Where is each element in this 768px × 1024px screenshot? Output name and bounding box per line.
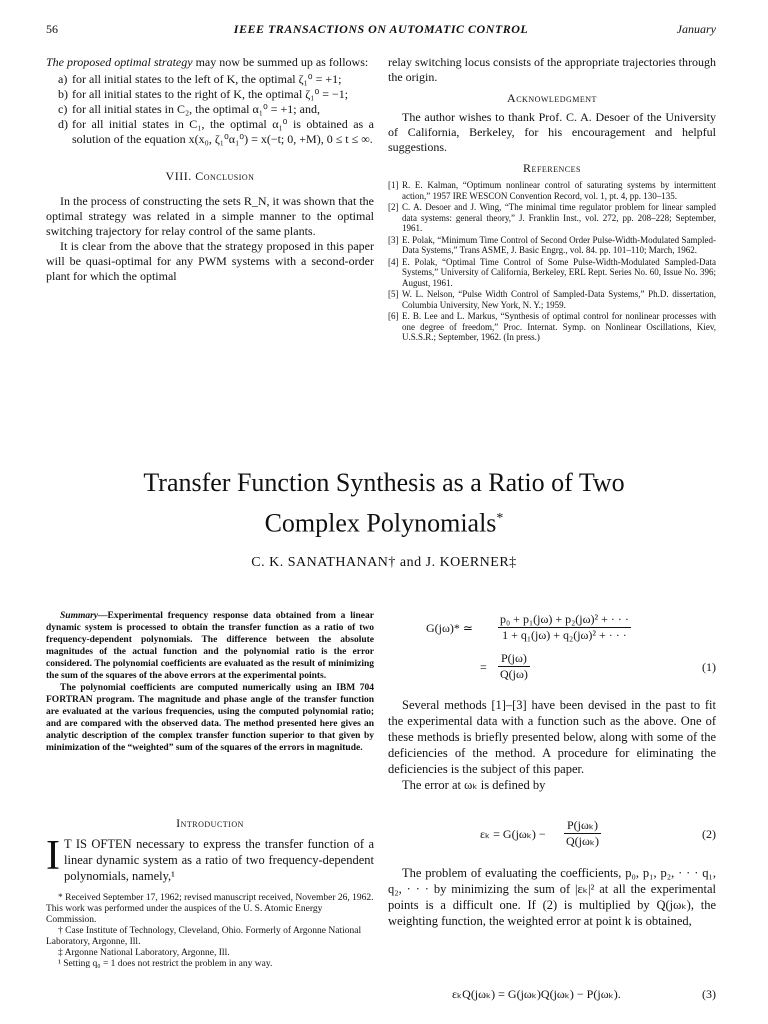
- introduction-heading: Introduction: [176, 816, 244, 830]
- body-paragraph: The error at ωₖ is defined by: [402, 778, 546, 792]
- author-line: C. K. SANATHANAN† and J. KOERNER‡: [251, 555, 517, 570]
- right-top-column: [388, 55, 716, 344]
- title-line-1: Transfer Function Synthesis as a Ratio of Two: [143, 468, 625, 497]
- reference-item: [6] E. B. Lee and L. Markus, “Synthesis of optimal control for nonlinear processes with one degree of freedom,” Proc. Internat. Symp. on Nonlinear Oscillations, Kiev, U.S.S.R.; September, 1962. (In press.): [388, 311, 716, 342]
- footnote: † Case Institute of Technology, Cleveland, Ohio. Formerly of Argonne National Laboratory, Argonne, Ill.: [46, 926, 362, 947]
- reference-item: [4] E. Polak, “Optimal Time Control of Some Pulse-Width-Modulated Sampled-Data Systems,” University of California, Berkeley, ERL Rept. Series No. 60, Issue No. 396; August, 1961.: [388, 256, 716, 288]
- acknowledgment-text: The author wishes to thank Prof. C. A. Desoer of the University of California, Berkeley, for his encouragement and helpful suggestions.: [388, 110, 716, 154]
- footnotes: [46, 893, 374, 970]
- equation-number: (1): [702, 660, 716, 674]
- list-item: a) for all initial states to the left of K, the optimal ζ₁⁰ = +1;: [58, 72, 342, 86]
- journal-name: IEEE TRANSACTIONS ON AUTOMATIC CONTROL: [233, 22, 529, 36]
- issue-month: January: [676, 22, 716, 36]
- strategy-intro: The proposed optimal strategy may now be summed up as follows:: [46, 55, 369, 69]
- references-heading: References: [523, 161, 581, 175]
- list-item: b) for all initial states to the right of K, the optimal ζ₁⁰ = −1;: [58, 87, 349, 101]
- equation-3: εₖQ(jωₖ) = G(jωₖ)Q(jωₖ) − P(jωₖ). (3): [452, 987, 716, 1001]
- abstract-paragraph-2: The polynomial coefficients are computed numerically using an IBM 704 FORTRAN program. The magnitude and phase angle of the transfer function are evaluated at the various frequencies, using the computed polynomial ratio; and are compared with the observed data. The method presented here gives an analytic description of the complex transfer function superior to that given by minimization of the “weighted” sum of the squares of the errors in magnitude.: [46, 683, 374, 753]
- running-header: [46, 22, 716, 38]
- introduction: [46, 816, 374, 884]
- abstract: [46, 610, 374, 754]
- acknowledgment-heading: Acknowledgment: [507, 91, 597, 105]
- reference-item: [2] C. A. Desoer and J. Wing, “The minimal time regulator problem for linear sampled data systems: general theory,” J. Franklin Inst., vol. 272, pp. 208–228; September, 1961.: [388, 202, 716, 233]
- reference-item: [1] R. E. Kalman, “Optimum nonlinear control of saturating systems by intermittent action,” 1957 IRE WESCON Convention Record, vol. 1, pt. 4, pp. 130–135.: [388, 180, 716, 201]
- title-footnote-mark: *: [496, 511, 504, 526]
- equation-2: εₖ = G(jωₖ) − P(jωₖ) Q(jωₖ) (2): [480, 818, 716, 848]
- conclusion-heading: VIII. Conclusion: [165, 169, 255, 183]
- list-item: c) for all initial states in C₂, the optimal α₁⁰ = +1; and,: [58, 102, 320, 116]
- footnote: ‡ Argonne National Laboratory, Argonne, Ill.: [58, 948, 230, 958]
- body-paragraph: Several methods [1]–[3] have been devised in the past to fit the experimental data with a function such as the above. One of these methods is briefly presented below, along with some of the deficiencies of the method. A procedure for eliminating the deficiencies is the subject of this paper.: [388, 698, 716, 776]
- body-paragraph-3: [388, 865, 716, 929]
- left-top-column: [46, 55, 374, 284]
- continued-text: relay switching locus consists of the appropriate trajectories through the origin.: [388, 55, 716, 84]
- list-item: d) for all initial states in C₁, the optimal α₁⁰ is obtained as a solution of the equation x(x₀, ζ₁⁰α₁⁰) = x(−t; 0, +M), 0 ≤ t ≤ ∞.: [58, 117, 374, 146]
- body-paragraph: The problem of evaluating the coefficients, p₀, p₁, p₂, · · · q₁, q₂, · · · by minimizing the sum of |εₖ|² at all the experimental points is a difficult one. If (2) is multiplied by Q(jωₖ), the weighting function, the weighted error at point k is obtained,: [388, 866, 716, 928]
- equation-number: (3): [702, 987, 716, 1001]
- conclusion-paragraph-1: In the process of constructing the sets R_N, it was shown that the optimal strategy was related in a simple manner to the optimal switching trajectory for relay control of the same plants.: [46, 194, 374, 238]
- article-title: [0, 465, 768, 542]
- footnote: * Received September 17, 1962; revised manuscript received, November 26, 1962. This work was performed under the auspices of the U. S. Atomic Energy Commission.: [46, 893, 374, 925]
- abstract-label: Summary: [60, 611, 99, 621]
- strategy-list: [58, 72, 374, 147]
- drop-cap: I: [46, 833, 60, 879]
- abstract-paragraph-1: Summary—Experimental frequency response data obtained from a linear dynamic system is processed to obtain the transfer function as a ratio of two frequency-dependent polynomials. The difference between the absolute magnitudes of the actual function and the polynomial ratio is the error considered. The polynomial coefficients are evaluated as the result of minimizing the sum of the squares of the above errors at the experimental points.: [46, 611, 374, 681]
- title-line-2: Complex Polynomials*: [264, 508, 504, 538]
- equation-1-line-2: = $\frac{P(j\omega)}{Q(j\omega)}$ (1): [480, 651, 716, 681]
- reference-item: [5] W. L. Nelson, “Pulse Width Control of Sampled-Data Systems,” Ph.D. dissertation, Columbia University, New York, N. Y.; 1959.: [388, 289, 716, 310]
- reference-list: [388, 180, 716, 343]
- reference-item: [3] E. Polak, “Minimum Time Control of Second Order Pulse-Width-Modulated Sampled-Data Systems,” Trans ASME, J. Basic Engrg., vol. 84. pp. 101–110; March, 1962.: [388, 234, 716, 255]
- equation-number: (2): [702, 827, 716, 841]
- page-number: 56: [46, 22, 58, 36]
- introduction-text: I T IS OFTEN necessary to express the transfer function of a linear dynamic system as a ratio of two frequency-dependent polynomials, namely,¹: [46, 833, 374, 883]
- footnote: ¹ Setting q₀ = 1 does not restrict the problem in any way.: [58, 959, 273, 969]
- conclusion-paragraph-2: It is clear from the above that the strategy proposed in this paper will be quasi-optimal for any PWM systems with a second-order plant for which the optimal: [46, 239, 374, 283]
- equation-1-line-1: G(jω)* ≃ $\frac{\text{p₀ + p₁(jω) + p₂(jω)² + · · ·}}{\text{1 + q₁(jω) + q₂(jω)² + · · ·}}$: [426, 612, 629, 642]
- body-paragraphs: [388, 697, 716, 793]
